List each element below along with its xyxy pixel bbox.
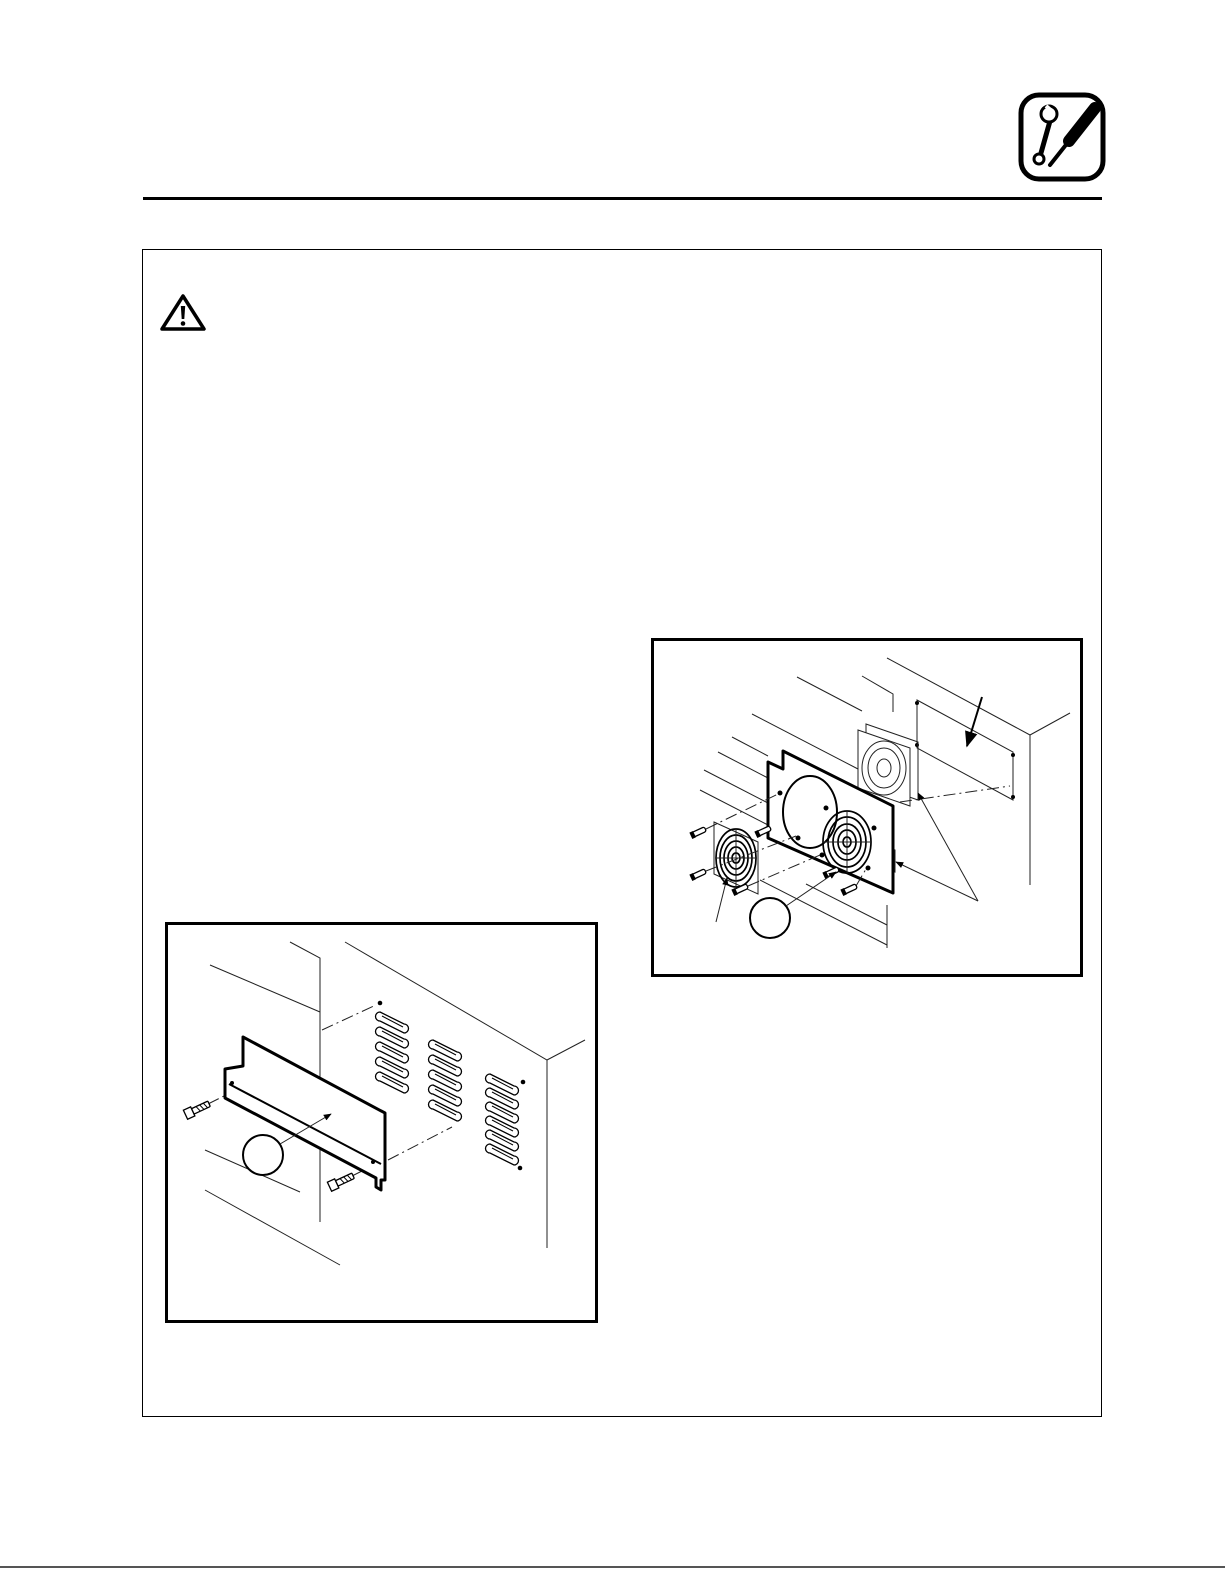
screw (327, 1171, 355, 1191)
mounting-hole (796, 836, 801, 841)
mounting-hole (778, 791, 783, 796)
screw (822, 866, 839, 879)
mounting-hole (518, 1166, 523, 1171)
mounting-hole (824, 806, 829, 811)
screw (183, 1099, 211, 1119)
header-rule (143, 197, 1102, 200)
leader-arrow (786, 872, 836, 906)
leader-arrow (918, 793, 978, 901)
figure-louver-cover (165, 922, 598, 1323)
louver-column (429, 1040, 462, 1121)
leader-arrow (896, 862, 978, 901)
mounting-hole (866, 866, 871, 871)
screw (731, 883, 748, 896)
center-axis-line (900, 786, 1010, 802)
warning-triangle-icon (159, 293, 207, 333)
leader-arrow (967, 697, 982, 746)
louver-column (486, 1074, 519, 1165)
mounting-hole (521, 1080, 526, 1085)
callout-circle-icon (243, 1135, 283, 1175)
mounting-hole (872, 826, 877, 831)
mounting-hole (378, 1001, 383, 1006)
fan-guard-installed (823, 811, 871, 873)
figure-fan-assembly (651, 638, 1083, 977)
callout-circle-icon (750, 898, 790, 938)
leader-arrow (716, 878, 727, 922)
louver-column (376, 1012, 409, 1093)
wrench-screwdriver-icon (1017, 91, 1107, 183)
screw (689, 826, 706, 839)
fan-guard-removed (714, 822, 758, 894)
footer-rule (0, 1566, 1225, 1568)
screw (689, 868, 706, 881)
screw (840, 883, 857, 896)
wall-opening-panel (915, 700, 1015, 800)
